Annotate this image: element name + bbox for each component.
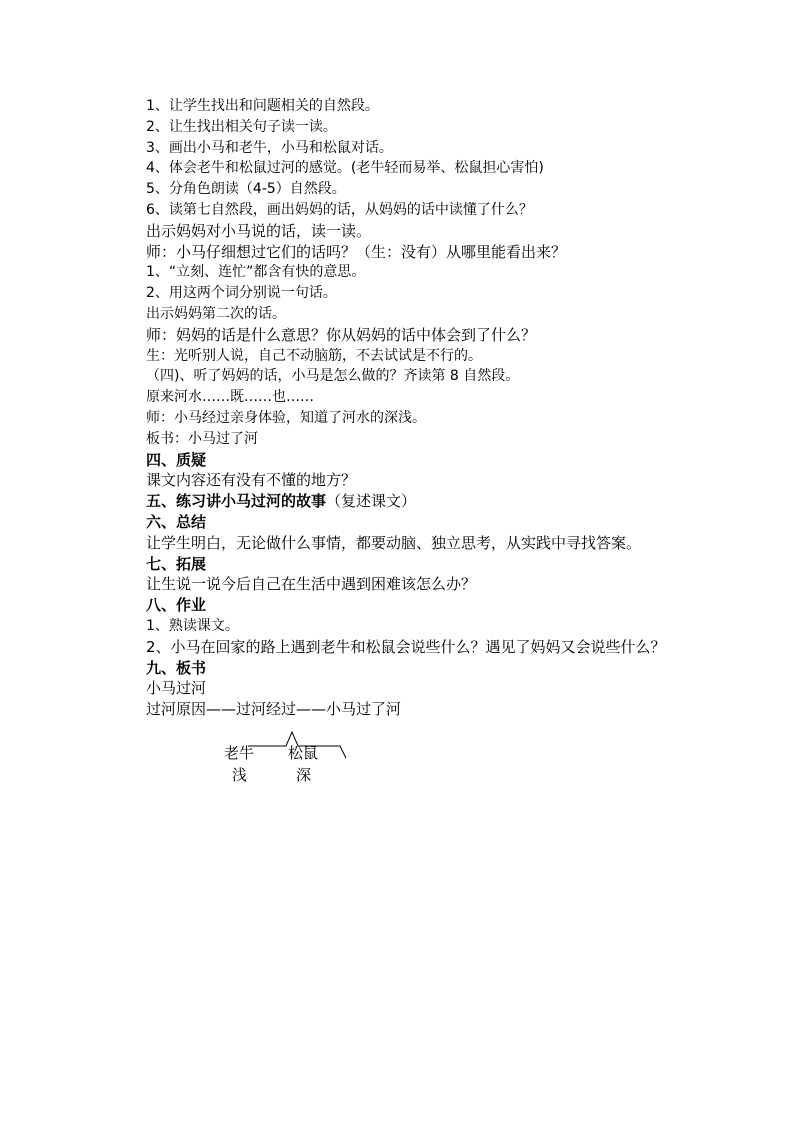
text-line: [146, 533, 706, 554]
text-line: [146, 346, 706, 367]
line-text: 生：光听别人说，自己不动脑筋，不去试试是不行的。: [146, 347, 482, 364]
text-line: [146, 221, 706, 242]
text-line: [146, 283, 706, 304]
text-line: [146, 366, 706, 387]
text-line: [146, 574, 706, 595]
line-text: 板书：小马过了河: [146, 430, 258, 447]
line-text: 七、拓展: [146, 554, 207, 573]
line-text: 师：小马经过亲身体验，知道了河水的深浅。: [146, 409, 426, 426]
text-line: [146, 678, 706, 699]
line-text: 师：小马仔细想过它们的话吗？（生：没有）从哪里能看出来？: [146, 242, 567, 261]
line-text: 1、让学生找出和问题相关的自然段。: [146, 98, 379, 114]
text-line: [146, 387, 706, 408]
line-text: 六、总结: [146, 512, 207, 531]
line-text: 3、画出小马和老牛，小马和松鼠对话。: [146, 139, 393, 156]
text-line: [146, 96, 706, 117]
text-line: [146, 616, 706, 637]
line-text: 1、熟读课文。: [146, 617, 239, 634]
line-text: 八、作业: [146, 596, 207, 615]
section-heading: [146, 658, 706, 679]
section-heading: [146, 512, 706, 533]
text-line: [146, 158, 706, 179]
line-text: 1、“立刻、连忙”都含有快的意思。: [146, 264, 366, 281]
section-heading: [146, 450, 706, 471]
line-text: 5、分角色朗读（4-5）自然段。: [146, 181, 346, 198]
line-text: 过河原因——过河经过——小马过了河: [146, 700, 402, 719]
board-label-old-ox: 老牛: [224, 744, 255, 762]
text-line: [146, 242, 706, 263]
line-text: 师：妈妈的话是什么意思？你从妈妈的话中体会到了什么？: [146, 325, 537, 344]
text-line: [146, 470, 706, 491]
line-text: 4、体会老牛和松鼠过河的感觉。(老牛轻而易举、松鼠担心害怕): [146, 160, 544, 177]
line-text: 2、用这两个词分别说一句话。: [146, 285, 337, 302]
lesson-plan-body: [146, 96, 706, 720]
text-line: [146, 699, 706, 720]
line-text: 九、板书: [146, 658, 207, 677]
line-text: 让学生明白，无论做什么事情，都要动脑、独立思考，从实践中寻找答案。: [146, 533, 642, 552]
text-line: [146, 138, 706, 159]
line-text: 出示妈妈对小马说的话，读一读。: [146, 221, 372, 240]
line-text: 四、质疑: [146, 450, 207, 469]
text-line: [146, 325, 706, 346]
text-line: [146, 179, 706, 200]
text-line: [146, 304, 706, 325]
board-label-deep: 深: [296, 766, 312, 784]
board-label-shallow: 浅: [232, 766, 248, 784]
section-heading: [146, 595, 706, 616]
text-line: [146, 408, 706, 429]
text-line: [146, 429, 706, 450]
line-text: 2、让生找出相关句子读一读。: [146, 118, 337, 135]
text-line: [146, 200, 706, 221]
line-text: 原来河水……既……也……: [146, 389, 314, 406]
board-label-squirrel: 松鼠: [288, 744, 319, 762]
line-text: 让生说一说今后自己在生活中遇到困难该怎么办？: [146, 575, 477, 594]
line-text: 2、小马在回家的路上遇到老牛和松鼠会说些什么？遇见了妈妈又会说些什么？: [146, 637, 666, 656]
section-heading: [146, 491, 706, 512]
line-text: 小马过河: [146, 679, 207, 698]
line-text: 出示妈妈第二次的话。: [146, 305, 286, 322]
line-text: 6、读第七自然段，画出妈妈的话，从妈妈的话中读懂了什么？: [146, 201, 533, 218]
text-line: [146, 262, 706, 283]
line-text: 五、练习讲小马过河的故事: [146, 492, 327, 511]
section-heading: [146, 554, 706, 575]
line-tail: （复述课文）: [326, 492, 417, 511]
text-line: [146, 637, 706, 658]
line-text: 课文内容还有没有不懂的地方？: [146, 471, 357, 490]
text-line: [146, 117, 706, 138]
board-diagram: [220, 730, 360, 790]
line-text: （四)、听了妈妈的话，小马是怎么做的？齐读第 8 自然段。: [146, 368, 520, 385]
